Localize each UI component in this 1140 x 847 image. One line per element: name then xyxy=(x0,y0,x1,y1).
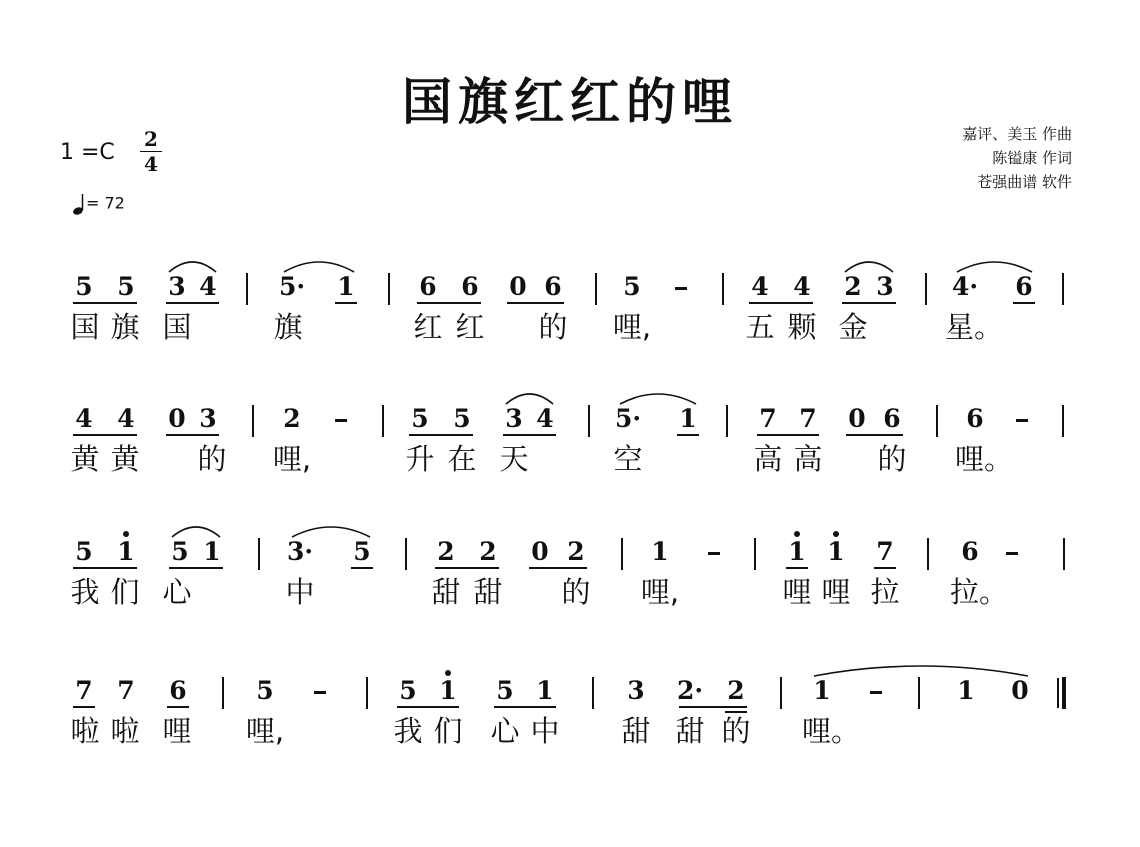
barline xyxy=(595,273,597,305)
note: 5 xyxy=(353,537,371,566)
beam xyxy=(409,434,473,436)
beam xyxy=(679,706,747,708)
lyric: 啦 xyxy=(70,714,100,748)
lyric: 旗 xyxy=(110,310,140,344)
lyric: 中 xyxy=(285,575,315,609)
software-credit: 苍强曲谱 软件 xyxy=(977,173,1072,191)
beam xyxy=(435,567,499,569)
lyric: 金 xyxy=(838,310,868,344)
lyric: 黄 xyxy=(110,442,140,476)
barline xyxy=(936,405,938,437)
lyric: 红 xyxy=(455,310,485,344)
note: 6 xyxy=(961,537,979,566)
high-octave-dot xyxy=(794,531,800,537)
note: 1 xyxy=(788,537,806,566)
tie-arc xyxy=(172,525,220,539)
sustain-dash xyxy=(314,691,326,694)
note: 3 xyxy=(168,272,186,301)
sustain-dash xyxy=(708,552,720,555)
note: 5 xyxy=(411,404,429,433)
beam xyxy=(749,302,813,304)
lyric: 拉 xyxy=(870,575,900,609)
barline xyxy=(927,538,929,570)
lyric: 天 xyxy=(499,442,529,476)
lyric: 我 xyxy=(70,575,100,609)
note: 6 xyxy=(169,676,187,705)
tie-arc xyxy=(620,392,696,406)
barline xyxy=(754,538,756,570)
note: 1 xyxy=(203,537,221,566)
tie-arc xyxy=(284,260,354,274)
barline xyxy=(726,405,728,437)
sustain-dash xyxy=(870,691,882,694)
beam xyxy=(73,706,95,708)
lyric: 哩, xyxy=(272,442,312,476)
note: 4 xyxy=(199,272,217,301)
final-barline xyxy=(1062,677,1066,709)
tie-arc xyxy=(957,260,1032,274)
barline xyxy=(588,405,590,437)
note: 5· xyxy=(614,404,642,433)
note: 4 xyxy=(75,404,93,433)
beam xyxy=(351,567,373,569)
lyric: 哩 xyxy=(162,714,192,748)
beam xyxy=(507,302,564,304)
note: 3· xyxy=(286,537,314,566)
barline xyxy=(925,273,927,305)
lyric: 拉。 xyxy=(950,575,1009,609)
beam xyxy=(73,302,137,304)
lyric: 的 xyxy=(561,575,591,609)
beam xyxy=(725,711,747,713)
note: 5 xyxy=(75,537,93,566)
note: 7 xyxy=(75,676,93,705)
note: 1 xyxy=(679,404,697,433)
beam xyxy=(842,302,896,304)
note: 6 xyxy=(966,404,984,433)
note: 4 xyxy=(793,272,811,301)
lyric: 的 xyxy=(721,714,751,748)
note: 0 xyxy=(509,272,527,301)
note: 2 xyxy=(567,537,585,566)
lyric: 甜 xyxy=(675,714,705,748)
note: 7 xyxy=(759,404,777,433)
note: 5 xyxy=(453,404,471,433)
lyric: 啦 xyxy=(110,714,140,748)
lyric: 黄 xyxy=(70,442,100,476)
lyric: 心 xyxy=(490,714,520,748)
lyric: 空 xyxy=(613,442,643,476)
sustain-dash xyxy=(1006,552,1018,555)
note: 1 xyxy=(439,676,457,705)
lyric: 哩。 xyxy=(955,442,1014,476)
beam xyxy=(677,434,699,436)
barline xyxy=(222,677,224,709)
beam xyxy=(503,434,556,436)
note: 5 xyxy=(496,676,514,705)
beam xyxy=(757,434,819,436)
barline xyxy=(252,405,254,437)
beam xyxy=(166,302,219,304)
barline xyxy=(405,538,407,570)
lyric: 国 xyxy=(162,310,192,344)
credits xyxy=(962,122,1072,194)
note: 6 xyxy=(419,272,437,301)
lyric: 的 xyxy=(197,442,227,476)
high-octave-dot xyxy=(833,531,839,537)
beam xyxy=(529,567,587,569)
sustain-dash xyxy=(335,419,347,422)
lyric: 五 xyxy=(745,310,775,344)
lyric: 甜 xyxy=(431,575,461,609)
beam xyxy=(166,434,219,436)
note: 1 xyxy=(813,676,831,705)
beam xyxy=(1013,302,1035,304)
lyric: 们 xyxy=(110,575,140,609)
note: 0 xyxy=(531,537,549,566)
lyric: 的 xyxy=(877,442,907,476)
lyric: 国 xyxy=(70,310,100,344)
note: 0 xyxy=(848,404,866,433)
note: 0 xyxy=(1011,676,1029,705)
note: 1 xyxy=(957,676,975,705)
note: 2 xyxy=(283,404,301,433)
lyric: 颗 xyxy=(787,310,817,344)
note: 6 xyxy=(883,404,901,433)
note: 4 xyxy=(536,404,554,433)
note: 2 xyxy=(479,537,497,566)
barline xyxy=(722,273,724,305)
time-signature: 2 4 xyxy=(140,128,162,175)
note: 1 xyxy=(827,537,845,566)
note: 4 xyxy=(117,404,135,433)
tempo-marking: = 72 xyxy=(72,192,125,216)
tie-arc xyxy=(169,260,216,274)
beam xyxy=(846,434,903,436)
barline xyxy=(621,538,623,570)
beam xyxy=(73,567,137,569)
beam xyxy=(874,567,896,569)
note: 1 xyxy=(117,537,135,566)
lyric: 红 xyxy=(413,310,443,344)
note: 2 xyxy=(437,537,455,566)
note: 1 xyxy=(536,676,554,705)
high-octave-dot xyxy=(123,531,129,537)
tie-arc xyxy=(845,260,893,274)
barline xyxy=(366,677,368,709)
lyric: 的 xyxy=(538,310,568,344)
lyric: 甜 xyxy=(473,575,503,609)
barline xyxy=(1062,405,1064,437)
note: 1 xyxy=(337,272,355,301)
key-text: 1 =C xyxy=(60,140,115,165)
barline xyxy=(592,677,594,709)
high-octave-dot xyxy=(445,670,451,676)
note: 6 xyxy=(1015,272,1033,301)
note: 5 xyxy=(117,272,135,301)
sustain-dash xyxy=(675,287,687,290)
note: 5 xyxy=(399,676,417,705)
lyric: 哩, xyxy=(245,714,285,748)
barline xyxy=(918,677,920,709)
note: 1 xyxy=(651,537,669,566)
quarter-note-icon xyxy=(72,192,86,216)
lyric: 高 xyxy=(793,442,823,476)
lyric: 们 xyxy=(433,714,463,748)
beam xyxy=(167,706,189,708)
beam xyxy=(73,434,137,436)
note: 5· xyxy=(278,272,306,301)
lyric: 哩 xyxy=(782,575,812,609)
note: 2 xyxy=(727,676,745,705)
beam xyxy=(335,302,357,304)
lyric: 哩, xyxy=(612,310,652,344)
note: 5 xyxy=(623,272,641,301)
tie-arc xyxy=(506,392,553,406)
barline xyxy=(1062,273,1064,305)
barline xyxy=(246,273,248,305)
lyric: 星。 xyxy=(945,310,1004,344)
note: 4· xyxy=(951,272,979,301)
lyric: 旗 xyxy=(273,310,303,344)
song-title: 国旗红红的哩 xyxy=(402,73,738,131)
note: 5 xyxy=(75,272,93,301)
note: 2· xyxy=(676,676,704,705)
tie-arc xyxy=(814,664,1028,678)
note: 4 xyxy=(751,272,769,301)
note: 0 xyxy=(168,404,186,433)
note: 5 xyxy=(171,537,189,566)
note: 6 xyxy=(461,272,479,301)
note: 7 xyxy=(799,404,817,433)
lyric: 高 xyxy=(753,442,783,476)
lyric: 心 xyxy=(162,575,192,609)
lyric: 哩。 xyxy=(802,714,861,748)
lyric: 我 xyxy=(393,714,423,748)
lyric: 中 xyxy=(530,714,560,748)
lyric: 哩, xyxy=(640,575,680,609)
lyric: 甜 xyxy=(621,714,651,748)
beam xyxy=(417,302,481,304)
composer-credit: 嘉评、美玉 作曲 xyxy=(962,125,1072,143)
barline xyxy=(780,677,782,709)
beam xyxy=(397,706,459,708)
key-signature xyxy=(60,127,158,176)
note: 5 xyxy=(256,676,274,705)
note: 3 xyxy=(876,272,894,301)
note: 7 xyxy=(117,676,135,705)
sustain-dash xyxy=(1016,419,1028,422)
beam xyxy=(786,567,808,569)
lyric: 升 xyxy=(405,442,435,476)
lyric: 哩 xyxy=(821,575,851,609)
note: 3 xyxy=(199,404,217,433)
note: 6 xyxy=(544,272,562,301)
barline xyxy=(258,538,260,570)
note: 7 xyxy=(876,537,894,566)
barline xyxy=(382,405,384,437)
note: 3 xyxy=(627,676,645,705)
note: 3 xyxy=(505,404,523,433)
note: 2 xyxy=(844,272,862,301)
tie-arc xyxy=(292,525,370,539)
lyric: 在 xyxy=(447,442,477,476)
barline xyxy=(388,273,390,305)
beam xyxy=(494,706,556,708)
beam xyxy=(169,567,223,569)
barline xyxy=(1063,538,1065,570)
lyricist-credit: 陈镒康 作词 xyxy=(992,149,1072,167)
